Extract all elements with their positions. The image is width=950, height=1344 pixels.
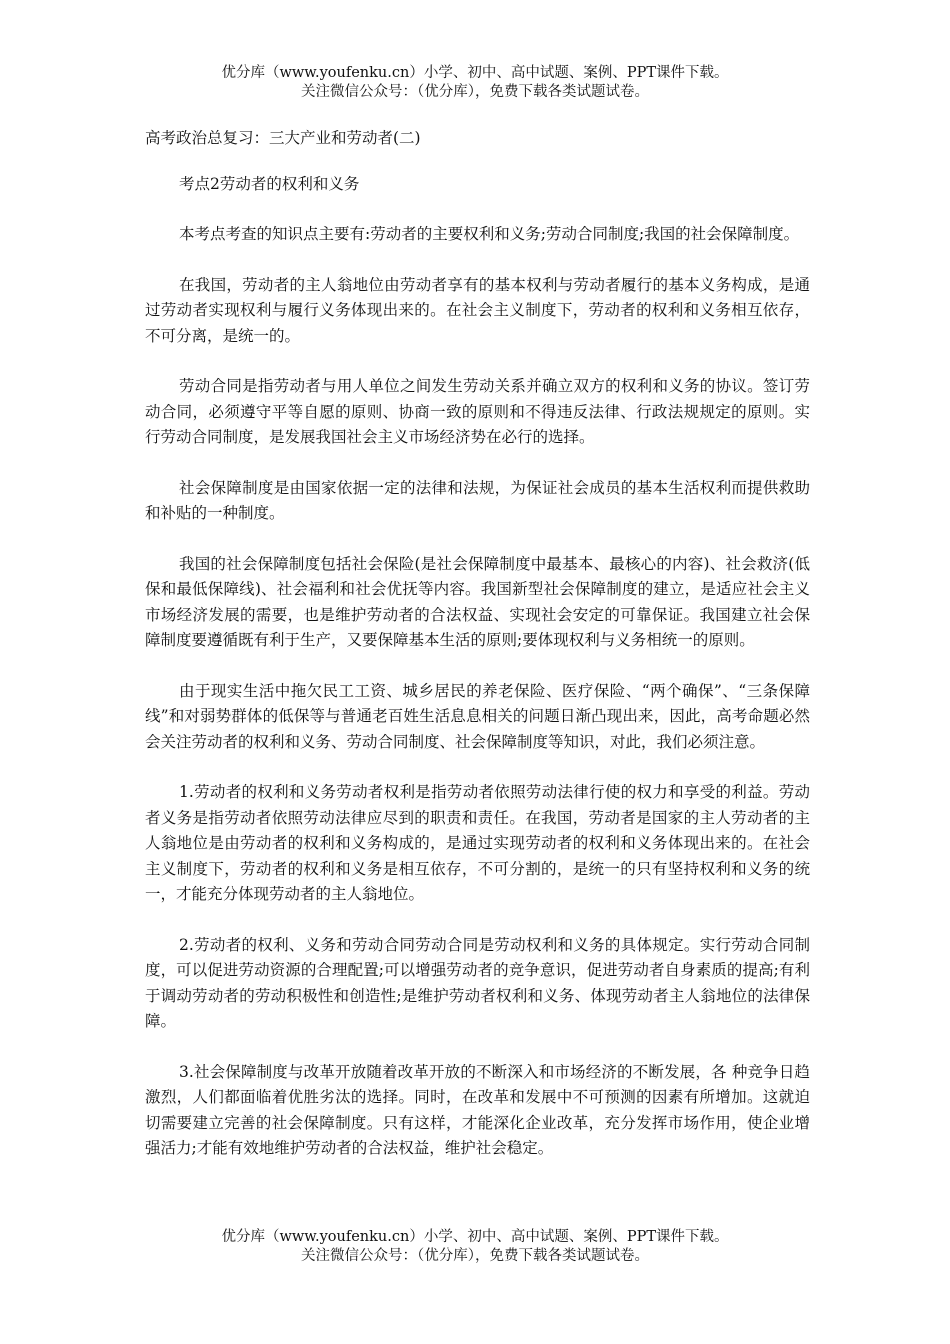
header-promo-line: 优分库（www.youfenku.cn）小学、初中、高中试题、案例、PPT课件下载。	[221, 65, 729, 81]
document-body	[145, 126, 810, 1187]
paragraph: 劳动合同是指劳动者与用人单位之间发生劳动关系并确立双方的权利和义务的协议。签订劳动合同，必须遵守平等自愿的原则、协商一致的原则和不得违反法律、行政法规规定的原则。实行劳动合同制度，是发展我国社会主义市场经济势在必行的选择。	[145, 377, 810, 446]
footer-wechat-line: 关注微信公众号：（优分库），免费下载各类试题试卷。	[301, 1248, 649, 1264]
paragraph: 我国的社会保障制度包括社会保险(是社会保障制度中最基本、最核心的内容)、社会救济(低保和最低保障线)、社会福利和社会优抚等内容。我国新型社会保障制度的建立，是适应社会主义市场经济发展的需要，也是维护劳动者的合法权益、实现社会安定的可靠保证。我国建立社会保障制度要遵循既有利于生产，又要保障基本生活的原则;要体现权利与义务相统一的原则。	[145, 554, 810, 649]
footer-promo-line: 优分库（www.youfenku.cn）小学、初中、高中试题、案例、PPT课件下载。	[221, 1229, 729, 1245]
paragraph: 3.社会保障制度与改革开放随着改革开放的不断深入和市场经济的不断发展，各 种竞争日趋激烈，人们都面临着优胜劣汰的选择。同时，在改革和发展中不可预测的因素有所增加。这就迫切需要建立完善的社会保障制度。只有这样，才能深化企业改革，充分发挥市场作用，使企业增强活力;才能有效地维护劳动者的合法权益，维护社会稳定。	[145, 1062, 810, 1157]
document-title: 高考政治总复习：三大产业和劳动者(二)	[145, 129, 421, 147]
paragraph: 1.劳动者的权利和义务劳动者权利是指劳动者依照劳动法律行使的权力和享受的利益。劳动者义务是指劳动者依照劳动法律应尽到的职责和责任。在我国，劳动者是国家的主人劳动者的主人翁地位是由劳动者的权利和义务构成的，是通过实现劳动者的权利和义务体现出来的。在社会主义制度下，劳动者的权利和义务是相互依存，不可分割的，是统一的只有坚持权利和义务的统一，才能充分体现劳动者的主人翁地位。	[145, 783, 810, 903]
paragraph: 社会保障制度是由国家依据一定的法律和法规，为保证社会成员的基本生活权利而提供救助和补贴的一种制度。	[145, 478, 810, 522]
paragraph: 在我国，劳动者的主人翁地位由劳动者享有的基本权利与劳动者履行的基本义务构成，是通过劳动者实现权利与履行义务体现出来的。在社会主义制度下，劳动者的权利和义务相互依存，不可分离，是统一的。	[145, 275, 810, 345]
paragraph: 由于现实生活中拖欠民工工资、城乡居民的养老保险、医疗保险、“两个确保”、“三条保障线”和对弱势群体的低保等与普通老百姓生活息息相关的问题日渐凸现出来，因此，高考命题必然会关注劳动者的权利和义务、劳动合同制度、社会保障制度等知识，对此，我们必须注意。	[145, 681, 810, 751]
section-heading: 考点2劳动者的权利和义务	[179, 174, 360, 193]
paragraph: 本考点考查的知识点主要有:劳动者的主要权利和义务;劳动合同制度;我国的社会保障制度。	[179, 225, 800, 243]
page-footer	[0, 1228, 950, 1266]
page-header	[0, 64, 950, 102]
header-wechat-line: 关注微信公众号：（优分库），免费下载各类试题试卷。	[301, 84, 649, 100]
paragraph: 2.劳动者的权利、义务和劳动合同劳动合同是劳动权利和义务的具体规定。实行劳动合同制度，可以促进劳动资源的合理配置;可以增强劳动者的竞争意识，促进劳动者自身素质的提高;有利于调动劳动者的劳动积极性和创造性;是维护劳动者权利和义务、体现劳动者主人翁地位的法律保障。	[145, 935, 810, 1030]
